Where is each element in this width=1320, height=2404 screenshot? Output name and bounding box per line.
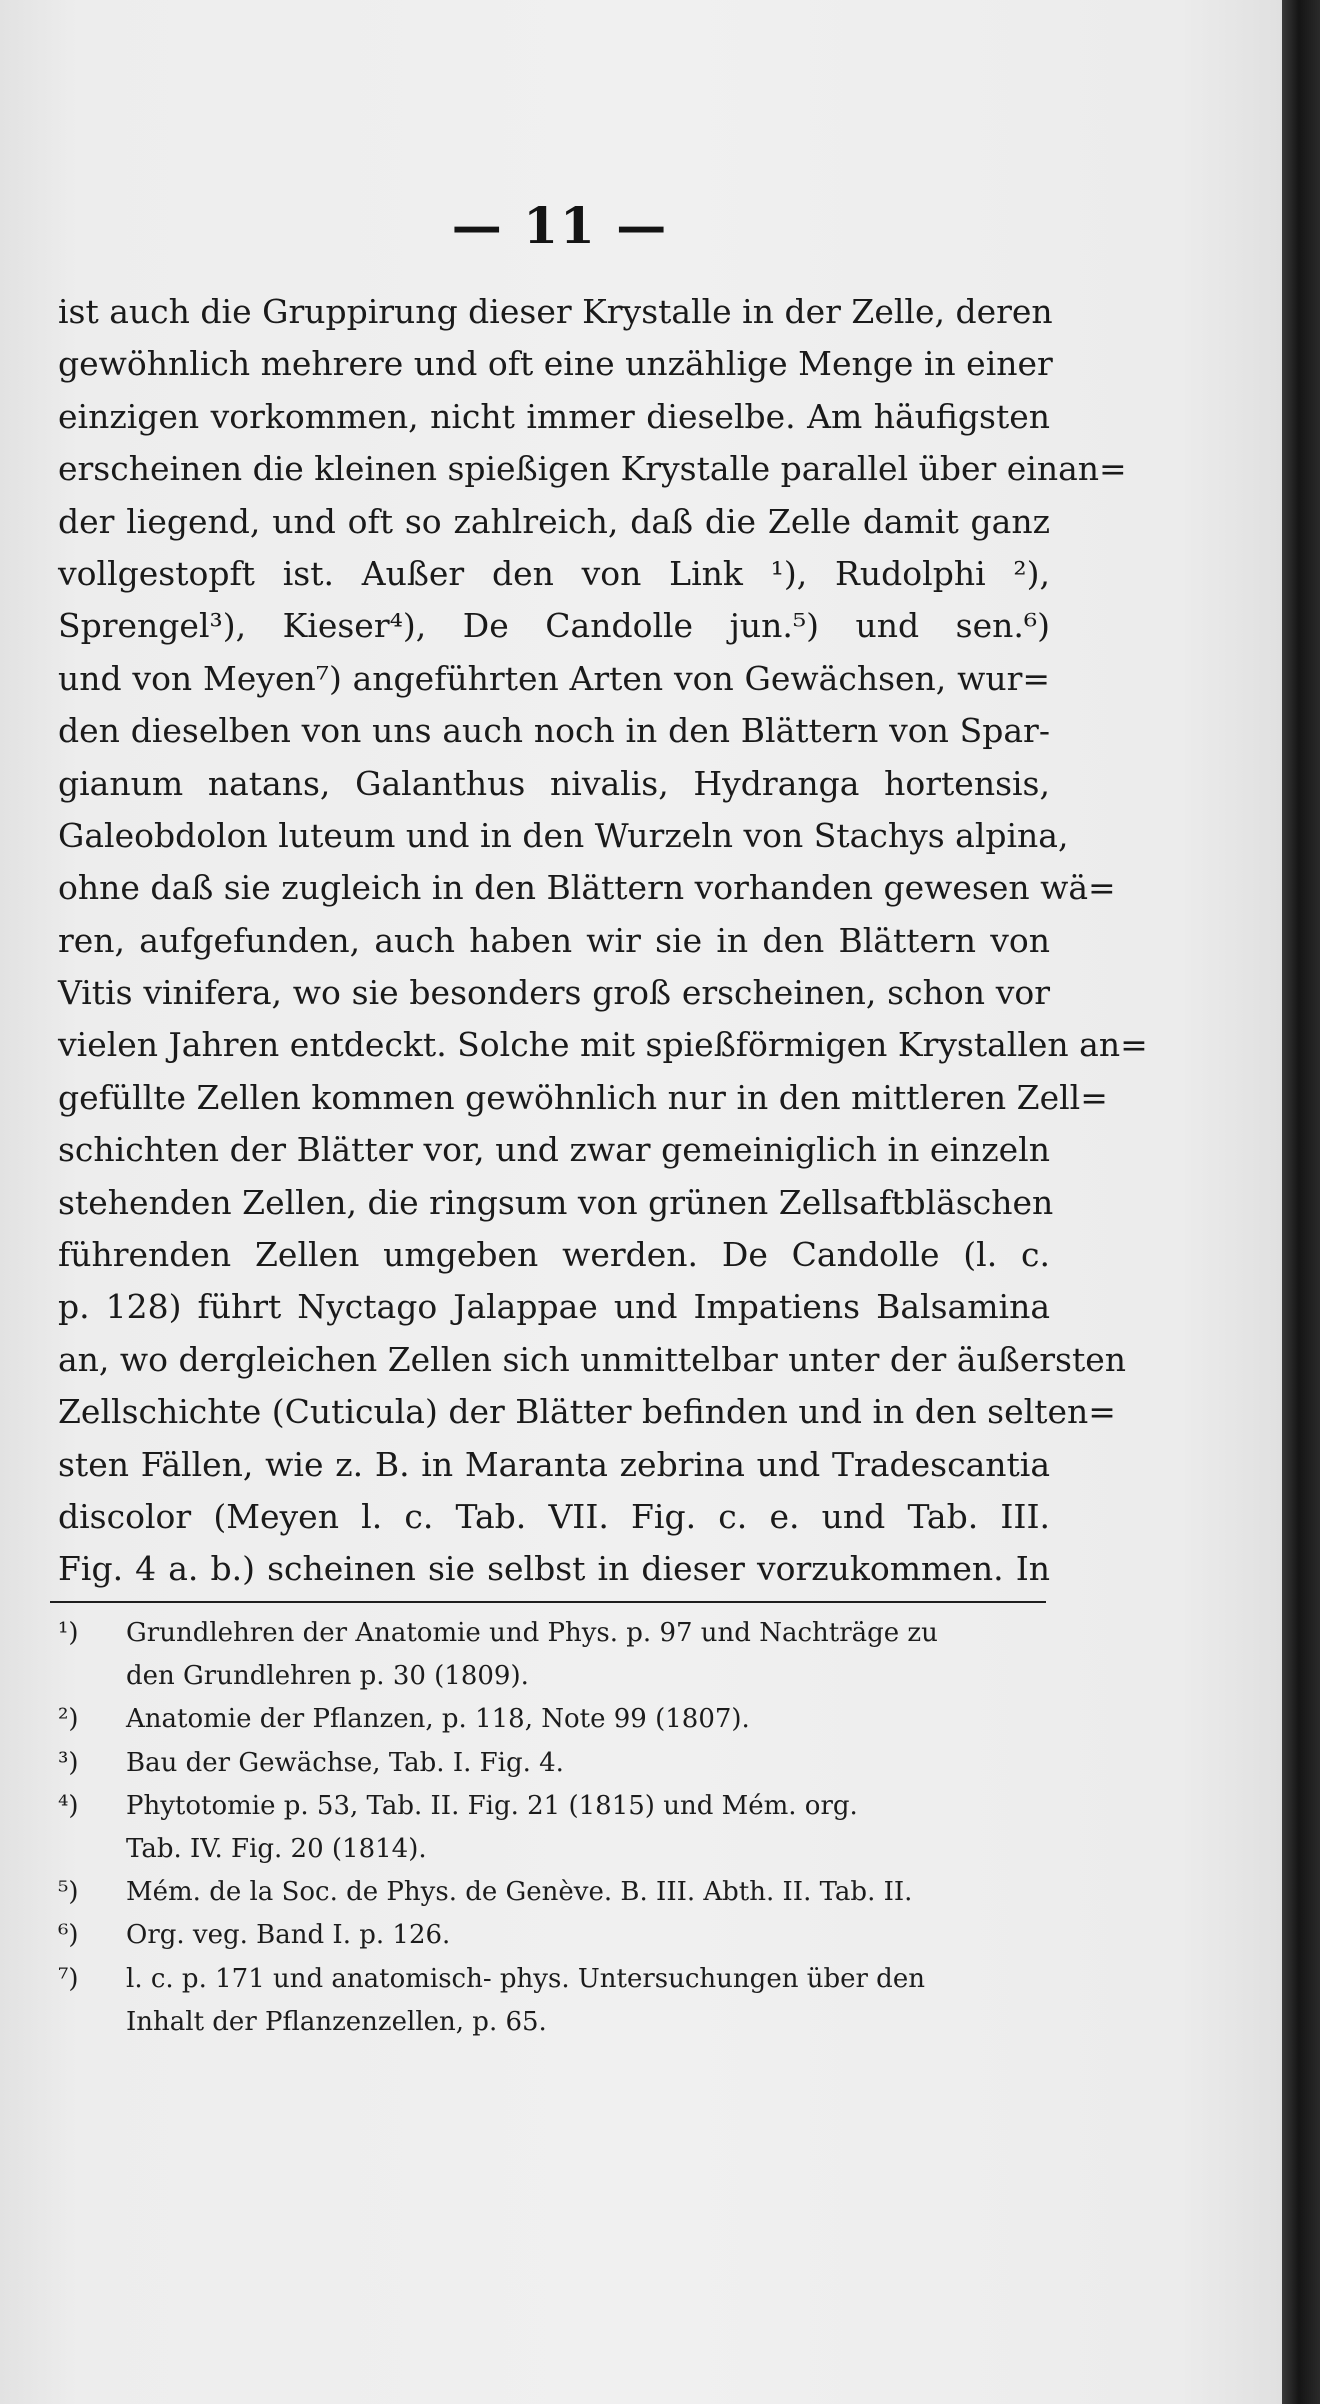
text-line: sten Fällen, wie z. B. in Maranta zebrina und Tradescantia [58,1444,1050,1484]
footnote-1 [58,1612,1048,1655]
text-line: schichten der Blätter vor, und zwar gemeiniglich in einzeln [58,1130,1050,1170]
footnote-mark: ⁴) [58,1790,79,1821]
text-line: vielen Jahren entdeckt. Solche mit spießförmigen Krystallen an= [58,1025,1148,1065]
text-line: vollgestopft ist. Außer den von Link ¹), Rudolphi ²), [58,553,1050,593]
footnote-rule [50,1601,1046,1603]
text-line: gewöhnlich mehrere und oft eine unzählige Menge in einer [58,344,1053,384]
text-line: der liegend, und oft so zahlreich, daß die Zelle damit ganz [58,501,1050,541]
page-edge-shadow [1282,0,1320,2404]
footnote-1-continuation: den Grundlehren p. 30 (1809). [126,1661,529,1692]
text-line: ohne daß sie zugleich in den Blättern vorhanden gewesen wä= [58,868,1116,908]
footnote-text: Mém. de la Soc. de Phys. de Genève. B. III. Abth. II. Tab. II. [126,1877,913,1908]
footnote-mark: ⁶) [58,1920,79,1951]
footnote-mark: ³) [58,1747,79,1778]
text-line: an, wo dergleichen Zellen sich unmittelbar unter der äußersten [58,1339,1127,1379]
footnote-mark: ⁷) [58,1963,79,1994]
footnote-mark: ¹) [58,1618,79,1648]
footnote-text: Bau der Gewächse, Tab. I. Fig. 4. [126,1747,564,1778]
text-line: gefüllte Zellen kommen gewöhnlich nur in den mittleren Zell= [58,1077,1108,1117]
text-line: discolor (Meyen l. c. Tab. VII. Fig. c. e. und Tab. III. [58,1496,1050,1536]
footnote-4-continuation: Tab. IV. Fig. 20 (1814). [126,1833,427,1864]
footnote-text: Org. veg. Band I. p. 126. [126,1920,451,1951]
footnote-7 [58,1958,1048,2001]
text-line: führenden Zellen umgeben werden. De Candolle (l. c. [58,1235,1050,1275]
text-line: Vitis vinifera, wo sie besonders groß erscheinen, schon vor [58,973,1050,1013]
footnote-text: Grundlehren der Anatomie und Phys. p. 97 und Nachträge zu [126,1618,938,1648]
footnote-7-continuation: Inhalt der Pflanzenzellen, p. 65. [126,2006,547,2037]
footnote-text: l. c. p. 171 und anatomisch- phys. Untersuchungen über den [126,1963,925,1994]
text-line: einzigen vorkommen, nicht immer dieselbe. Am häufigsten [58,396,1050,436]
text-line: stehenden Zellen, die ringsum von grünen Zellsaftbläschen [58,1182,1054,1222]
page-number: — 11 — [451,196,669,255]
footnote-4 [58,1785,1048,1828]
footnotes [58,1612,1048,2044]
text-line: den dieselben von uns auch noch in den Blättern von Spar- [58,711,1050,751]
text-line: und von Meyen⁷) angeführten Arten von Gewächsen, wur= [58,658,1050,698]
text-line: ist auch die Gruppirung dieser Krystalle in der Zelle, deren [58,292,1053,331]
text-line: gianum natans, Galanthus nivalis, Hydranga hortensis, [58,763,1050,803]
body-text [58,286,1148,1596]
text-line: Sprengel³), Kieser⁴), De Candolle jun.⁵) und sen.⁶) [58,606,1050,646]
text-line: Galeobdolon luteum und in den Wurzeln von Stachys alpina, [58,815,1069,855]
text-line: erscheinen die kleinen spießigen Krystalle parallel über einan= [58,449,1127,489]
footnote-2 [58,1698,1048,1741]
footnote-mark: ⁵) [58,1877,79,1908]
text-line: Fig. 4 a. b.) scheinen sie selbst in dieser vorzukommen. In [58,1549,1050,1589]
text-line: ren, aufgefunden, auch haben wir sie in den Blättern von [58,920,1050,960]
footnote-text: Phytotomie p. 53, Tab. II. Fig. 21 (1815) und Mém. org. [126,1790,858,1821]
footnote-3 [58,1742,1048,1785]
text-line: p. 128) führt Nyctago Jalappae und Impatiens Balsamina [58,1287,1050,1327]
footnote-text: Anatomie der Pflanzen, p. 118, Note 99 (1807). [126,1704,750,1735]
footnote-6 [58,1914,1048,1957]
text-line: Zellschichte (Cuticula) der Blätter befinden und in den selten= [58,1392,1116,1432]
footnote-mark: ²) [58,1704,79,1735]
footnote-5 [58,1871,1048,1914]
